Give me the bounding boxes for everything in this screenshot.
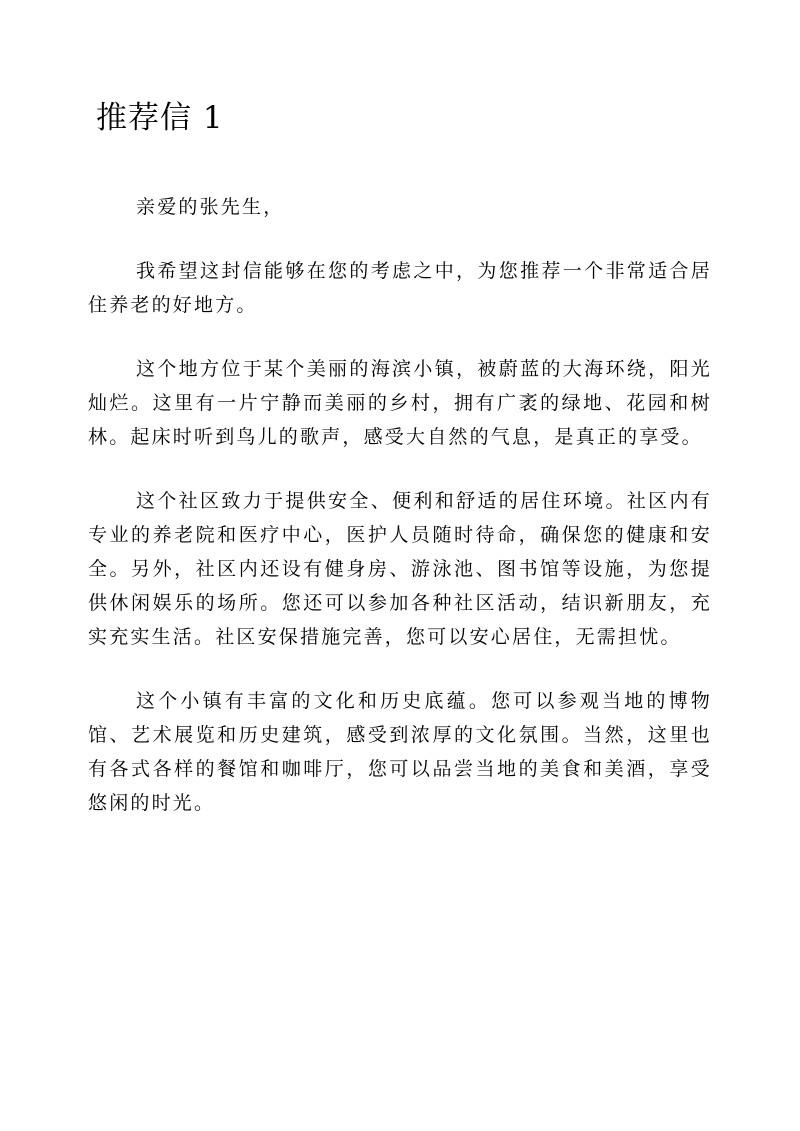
paragraph-intro: 我希望这封信能够在您的考虑之中，为您推荐一个非常适合居住养老的好地方。 bbox=[88, 260, 712, 316]
paragraph-community: 这个社区致力于提供安全、便利和舒适的居住环境。社区内有专业的养老院和医疗中心，医护人员随时待命，确保您的健康和安全。另外，社区内还设有健身房、游泳池、图书馆等设施，为您提供休闲娱乐的场所。您还可以参加各种社区活动，结识新朋友，充实充实生活。社区安保措施完善，您可以安心居住，无需担忧。 bbox=[88, 490, 712, 648]
paragraph-culture: 这个小镇有丰富的文化和历史底蕴。您可以参观当地的博物馆、艺术展览和历史建筑，感受到浓厚的文化氛围。当然，这里也有各式各样的餐馆和咖啡厅，您可以品尝当地的美食和美酒，享受悠闲的时光。 bbox=[88, 690, 712, 814]
page-title: 推荐信 1 bbox=[96, 100, 224, 136]
paragraph-location: 这个地方位于某个美丽的海滨小镇，被蔚蓝的大海环绕，阳光灿烂。这里有一片宁静而美丽的乡村，拥有广袤的绿地、花园和树林。起床时听到鸟儿的歌声，感受大自然的气息，是真正的享受。 bbox=[88, 358, 712, 448]
salutation: 亲爱的张先生， bbox=[136, 196, 285, 218]
letter-body bbox=[88, 190, 712, 850]
